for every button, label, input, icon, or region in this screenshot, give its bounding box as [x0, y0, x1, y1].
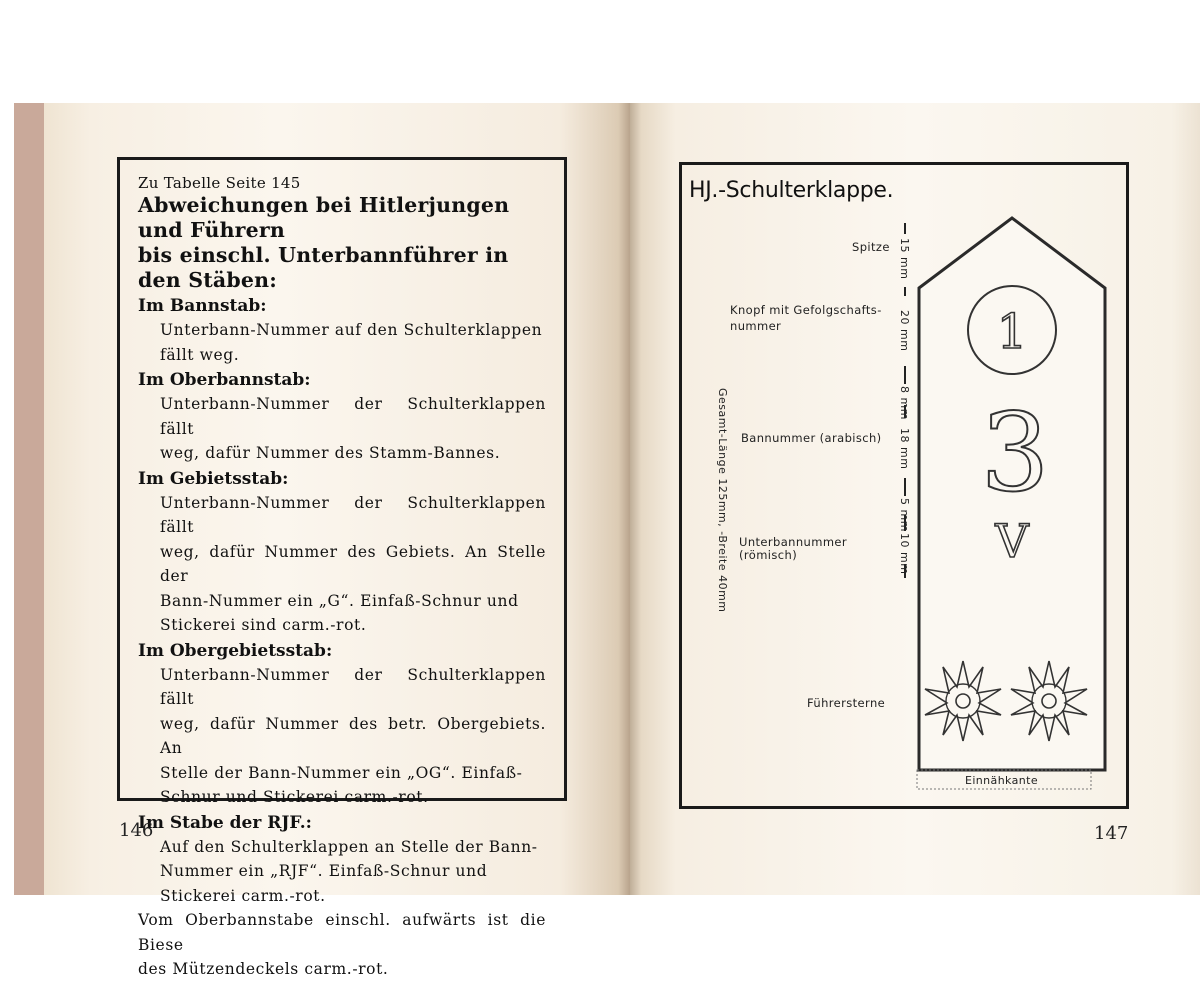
bann-number: 3 [980, 391, 1050, 516]
body-line: weg, dafür Nummer des betr. Obergebiets. An [160, 714, 546, 757]
body-line: Nummer ein „RJF“. Einfaß-Schnur und [160, 862, 488, 880]
dimension-8mm: 8 mm [898, 386, 911, 420]
label-unterbann: Unterbannummer [739, 535, 848, 549]
body-line: Stickerei carm.-rot. [160, 886, 326, 905]
heading-line-2: bis einschl. Unterbannführer in den Stäben: [138, 243, 509, 292]
body-line: Unterbann-Nummer der Schulterklappen fällt [160, 665, 546, 708]
body-line: weg, dafür Nummer des Gebiets. An Stelle der [160, 542, 546, 585]
dimension-10mm: 10 mm [898, 533, 911, 575]
dimension-18mm: 18 mm [898, 428, 911, 470]
label-einnahkante: Einnähkante [965, 774, 1039, 787]
section-title: Im Oberbannstab: [138, 370, 311, 390]
body-line: Schnur und Stickerei carm.-rot. [160, 788, 429, 806]
diagram-title: HJ.-Schulterklappe. [689, 178, 894, 203]
table-reference: Zu Tabelle Seite 145 [138, 174, 301, 192]
section-title: Im Gebietsstab: [138, 468, 289, 489]
section-title: Im Bannstab: [138, 296, 267, 316]
closing-line: Vom Oberbannstabe einschl. aufwärts ist die Biese [138, 911, 546, 954]
page-number-right: 147 [1094, 823, 1129, 844]
closing-line: des Mützendeckels carm.-rot. [138, 960, 389, 978]
label-knopf: Knopf mit Gefolgschafts- [730, 303, 882, 317]
body-line: Stickerei sind carm.-rot. [160, 616, 367, 634]
body-line: Auf den Schulterklappen an Stelle der Bann- [160, 837, 538, 856]
label-knopf-2: nummer [730, 319, 782, 333]
label-bannummer: Bannummer (arabisch) [741, 431, 882, 445]
unterbann-numeral: V [995, 514, 1029, 568]
label-unterbann-2: (römisch) [739, 548, 798, 562]
section-title: Im Stabe der RJF.: [138, 812, 312, 833]
label-gesamt: Gesamt-Länge 125mm, -Breite 40mm [716, 388, 729, 613]
body-line: fällt weg. [160, 345, 240, 364]
label-spitze: Spitze [852, 240, 890, 254]
button-number: 1 [996, 304, 1028, 360]
dimension-20mm: 20 mm [898, 310, 911, 352]
heading-line-1: Abweichungen bei Hitlerjungen und Führern [138, 193, 510, 242]
page-number-left: 146 [119, 820, 154, 841]
body-line: Unterbann-Nummer der Schulterklappen fällt [160, 395, 546, 438]
body-line: Unterbann-Nummer auf den Schulterklappen [160, 321, 543, 339]
body-line: Bann-Nummer ein „G“. Einfaß-Schnur und [160, 591, 519, 610]
body-line: Unterbann-Nummer der Schulterklappen fällt [160, 493, 546, 536]
dimension-15mm: 15 mm [898, 238, 911, 280]
body-line: weg, dafür Nummer des Stamm-Bannes. [160, 444, 501, 462]
section-title: Im Obergebietsstab: [138, 640, 333, 661]
dimension-5mm: 5 mm [898, 498, 911, 532]
body-line: Stelle der Bann-Nummer ein „OG“. Einfaß- [160, 763, 523, 782]
label-fuehrersterne: Führersterne [807, 696, 886, 710]
